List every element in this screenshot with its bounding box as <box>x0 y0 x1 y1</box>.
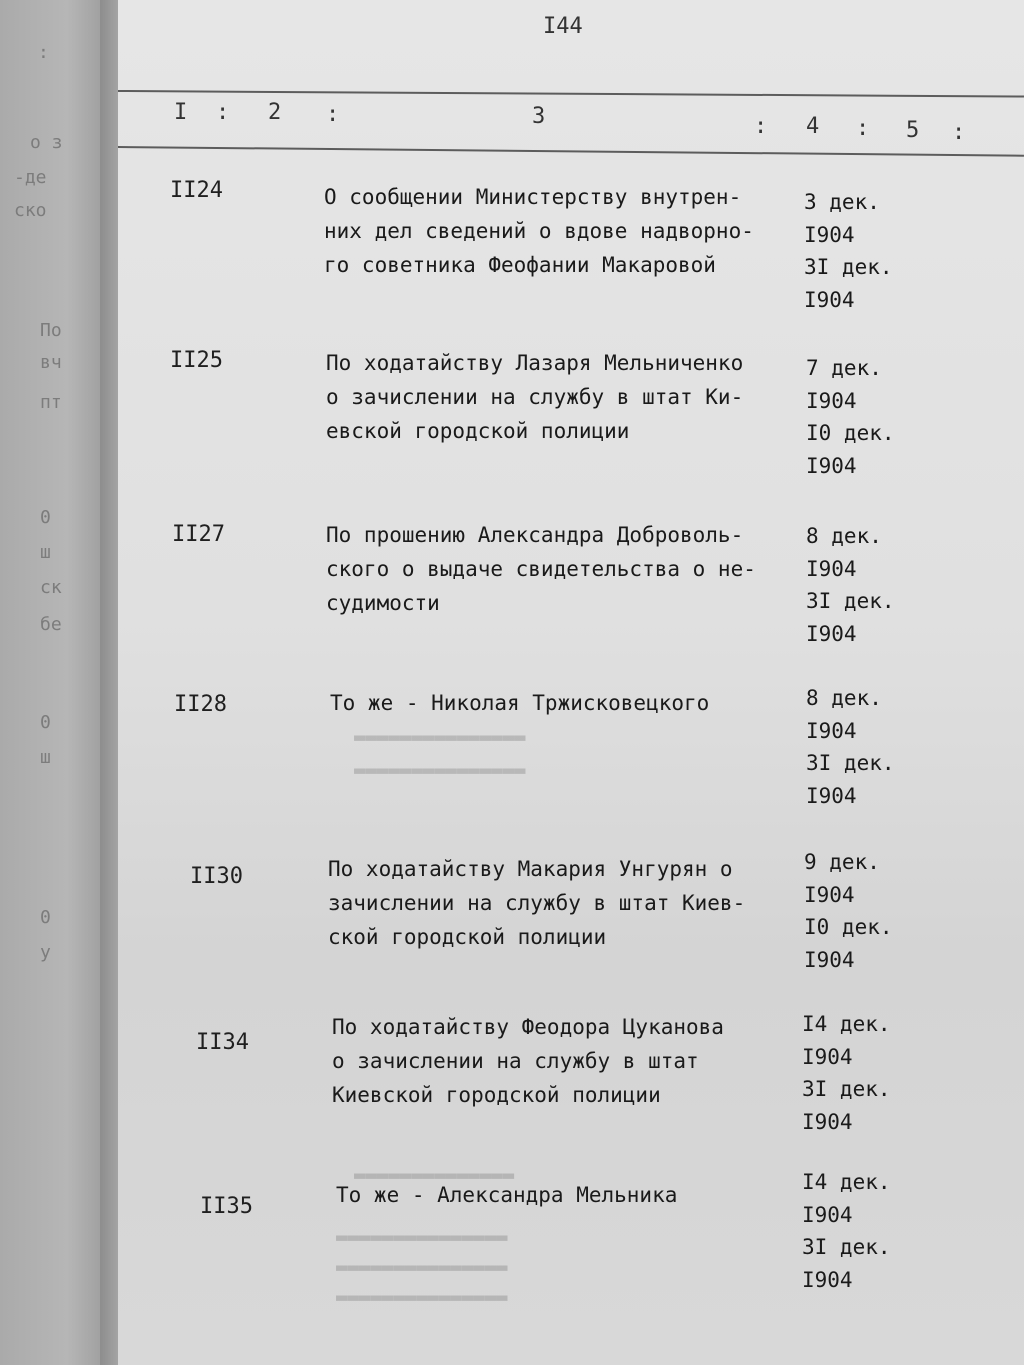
column-header-3: 3 <box>532 104 546 129</box>
entry-dates <box>806 520 895 650</box>
end-year: I904 <box>806 453 857 478</box>
column-separator: : <box>754 114 768 139</box>
entry-description <box>324 180 794 282</box>
entry-dates <box>806 352 895 482</box>
entry-line: евской городской полиции <box>326 419 630 443</box>
start-year: I904 <box>802 1202 853 1227</box>
start-year: I904 <box>806 718 857 743</box>
entry-line: То же - Александра Мельника <box>336 1183 678 1207</box>
entry-line: Киевской городской полиции <box>332 1083 661 1107</box>
entry-dates <box>804 186 893 316</box>
entry-line: о зачислении на службу в штат <box>332 1049 699 1073</box>
show-through-text: ▬▬▬▬▬▬▬▬▬▬▬▬▬▬▬ <box>336 1286 508 1308</box>
show-through-text: ▬▬▬▬▬▬▬▬▬▬▬▬▬▬▬ <box>336 1256 508 1278</box>
entry-number: II30 <box>190 864 243 889</box>
facing-page: : о з -де ско По вч пт 0 ш ск бе 0 ш 0 у <box>0 0 112 1365</box>
end-date: I0 дек. <box>804 915 893 939</box>
start-date: 3 дек. <box>804 190 880 214</box>
start-date: 9 дек. <box>804 850 880 874</box>
end-date: 3I дек. <box>806 751 895 775</box>
entry-line: го советника Феофании Макаровой <box>324 253 716 277</box>
end-date: I0 дек. <box>806 421 895 445</box>
header-rule-top <box>118 90 1024 98</box>
entry-dates <box>804 846 893 976</box>
column-separator: : <box>216 100 230 125</box>
start-date: 8 дек. <box>806 524 882 548</box>
entry-line: ского о выдаче свидетельства о не- <box>326 557 756 581</box>
end-date: 3I дек. <box>802 1077 891 1101</box>
entry-description <box>328 852 798 954</box>
entry-number: II25 <box>170 348 223 373</box>
end-year: I904 <box>802 1109 853 1134</box>
entry-line: По прошению Александра Доброволь- <box>326 523 744 547</box>
entry-line: О сообщении Министерству внутрен- <box>324 185 742 209</box>
entry-description <box>330 686 800 720</box>
end-year: I904 <box>806 783 857 808</box>
page-number: I44 <box>543 14 583 39</box>
show-through-text: ▬▬▬▬▬▬▬▬▬▬▬▬▬▬▬ <box>354 759 526 781</box>
end-date: 3I дек. <box>802 1235 891 1259</box>
column-header-2: 2 <box>268 100 282 125</box>
start-date: 8 дек. <box>806 686 882 710</box>
entry-dates <box>802 1166 891 1296</box>
entry-description <box>326 346 796 448</box>
show-through-text: ▬▬▬▬▬▬▬▬▬▬▬▬▬▬ <box>354 1164 515 1186</box>
end-year: I904 <box>804 287 855 312</box>
show-through-text: ▬▬▬▬▬▬▬▬▬▬▬▬▬▬▬ <box>354 726 526 748</box>
entry-line: о зачислении на службу в штат Ки- <box>326 385 744 409</box>
entry-line: судимости <box>326 591 440 615</box>
entry-line: По ходатайству Лазаря Мельниченко <box>326 351 744 375</box>
column-header-4: 4 <box>806 114 820 139</box>
end-year: I904 <box>804 947 855 972</box>
column-separator: : <box>856 116 870 141</box>
entry-number: II34 <box>196 1030 249 1055</box>
entry-line: них дел сведений о вдове надворно- <box>324 219 754 243</box>
column-header-1: I <box>174 100 188 125</box>
end-date: 3I дек. <box>806 589 895 613</box>
entry-line: зачислении на службу в штат Киев- <box>328 891 746 915</box>
start-year: I904 <box>802 1044 853 1069</box>
end-year: I904 <box>802 1267 853 1292</box>
start-year: I904 <box>804 222 855 247</box>
end-date: 3I дек. <box>804 255 893 279</box>
entry-line: То же - Николая Тржисковецкого <box>330 691 710 715</box>
start-date: 7 дек. <box>806 356 882 380</box>
start-year: I904 <box>806 388 857 413</box>
entry-line: По ходатайству Феодора Цуканова <box>332 1015 724 1039</box>
entry-line: По ходатайству Макария Унгурян о <box>328 857 733 881</box>
start-date: I4 дек. <box>802 1012 891 1036</box>
show-through-text: ▬▬▬▬▬▬▬▬▬▬▬▬▬▬▬ <box>336 1226 508 1248</box>
header-rule-bottom <box>118 146 1024 157</box>
start-date: I4 дек. <box>802 1170 891 1194</box>
entry-number: II35 <box>200 1194 253 1219</box>
end-year: I904 <box>806 621 857 646</box>
entry-dates <box>802 1008 891 1138</box>
entry-number: II24 <box>170 178 223 203</box>
column-separator: : <box>326 102 340 127</box>
column-separator: : <box>952 120 966 145</box>
start-year: I904 <box>804 882 855 907</box>
column-header-5: 5 <box>906 118 920 143</box>
entry-description <box>326 518 796 620</box>
entry-number: II28 <box>174 692 227 717</box>
document-page <box>118 0 1024 1365</box>
entry-line: ской городской полиции <box>328 925 607 949</box>
entry-description <box>332 1010 802 1112</box>
entry-number: II27 <box>172 522 225 547</box>
entry-dates <box>806 682 895 812</box>
start-year: I904 <box>806 556 857 581</box>
